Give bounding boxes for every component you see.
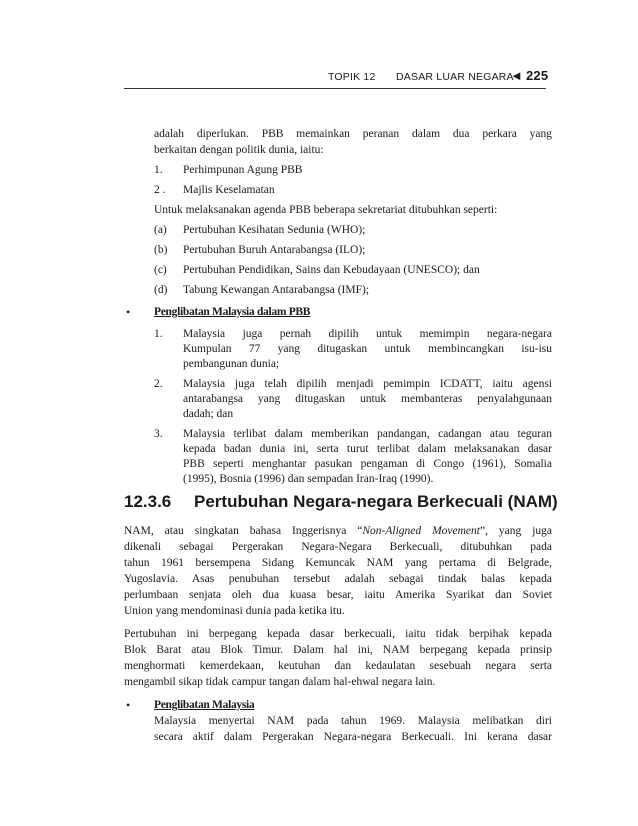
- list-item-line: (1995), Bosnia (1996) dan sempadan Iran-Iraq (1990).: [183, 473, 434, 485]
- list-letter: (b): [154, 244, 168, 256]
- emphasis: Non-Aligned Movement: [362, 525, 480, 537]
- list-item-line: antarabangsa yang ditugaskan untuk membanteras penyalahgunaan: [183, 393, 552, 405]
- paragraph-line: Union yang mendominasi dunia pada ketika itu.: [124, 605, 345, 617]
- paragraph-line: Pertubuhan ini berpegang kepada dasar berkecuali, iaitu tidak berpihak kepada: [124, 628, 552, 640]
- paragraph-line: mengambil sikap tidak campur tangan dalam hal-ehwal negara lain.: [124, 676, 436, 688]
- list-item-line: Kumpulan 77 yang ditugaskan untuk membincangkan isu-isu: [183, 343, 552, 355]
- paragraph-line: NAM, atau singkatan bahasa Inggerisnya “Non-Aligned Movement”, yang juga: [124, 525, 552, 537]
- header-arrow-icon: ◄: [510, 68, 524, 83]
- section-title: Pertubuhan Negara-negara Berkecuali (NAM): [194, 492, 558, 511]
- header-rule: [124, 88, 546, 89]
- list-letter: (a): [154, 224, 167, 236]
- intro-line: adalah diperlukan. PBB memainkan peranan dalam dua perkara yang: [154, 128, 552, 140]
- section-number: 12.3.6: [124, 492, 172, 511]
- list-item-line: Malaysia terlibat dalam memberikan pandangan, cadangan atau teguran: [183, 428, 552, 440]
- section-heading: [124, 492, 558, 514]
- list-letter: (d): [154, 284, 168, 296]
- agenda-intro: Untuk melaksanakan agenda PBB beberapa sekretariat ditubuhkan seperti:: [154, 204, 498, 216]
- header-chapter: DASAR LUAR NEGARA: [396, 71, 514, 83]
- list-item: Majlis Keselamatan: [183, 184, 275, 196]
- page-number: 225: [526, 68, 549, 83]
- list-item: Pertubuhan Buruh Antarabangsa (ILO);: [183, 244, 366, 256]
- paragraph-line: dikenali sebagai Pergerakan Negara-Negara Berkecuali, ditubuhkan pada: [124, 541, 552, 553]
- list-letter: (c): [154, 264, 167, 276]
- list-item: Pertubuhan Pendidikan, Sains dan Kebudayaan (UNESCO); dan: [183, 264, 480, 276]
- paragraph-line: menghormati kemerdekaan, keutuhan dan kedaulatan sesebuah negara serta: [124, 660, 552, 672]
- intro-line: berkaitan dengan politik dunia, iaitu:: [154, 144, 324, 156]
- list-number: 2 .: [154, 184, 166, 196]
- list-item: Tabung Kewangan Antarabangsa (IMF);: [183, 284, 370, 296]
- list-number: 1.: [154, 328, 163, 340]
- list-item-line: pembangunan dunia;: [183, 358, 280, 370]
- list-item-line: dadah; dan: [183, 408, 234, 420]
- page-header: [124, 68, 549, 84]
- list-item: Pertubuhan Kesihatan Sedunia (WHO);: [183, 224, 366, 236]
- list-number: 1.: [154, 164, 163, 176]
- bullet-icon: •: [126, 698, 131, 712]
- list-item: Perhimpunan Agung PBB: [183, 164, 303, 176]
- paragraph-line: Blok Barat atau Blok Timur. Dalam hal ini, NAM berpegang kepada prinsip: [124, 644, 552, 656]
- list-item-line: Malaysia juga telah dipilih menjadi pemimpin ICDATT, iaitu agensi: [183, 378, 552, 390]
- bullet-heading: Penglibatan Malaysia dalam PBB: [154, 306, 311, 318]
- bullet-heading: Penglibatan Malaysia: [154, 699, 255, 711]
- header-topic: TOPIK 12: [328, 71, 376, 83]
- paragraph-line: Malaysia menyertai NAM pada tahun 1969. Malaysia melibatkan diri: [154, 715, 552, 727]
- list-number: 3.: [154, 428, 163, 440]
- paragraph-line: Yugoslavia. Asas penubuhan tersebut adalah sebagai tindak balas kepada: [124, 573, 552, 585]
- list-item-line: Malaysia juga pernah dipilih untuk memimpin negara-negara: [183, 328, 552, 340]
- bullet-icon: •: [126, 305, 131, 319]
- paragraph-line: perlumbaan senjata oleh dua kuasa besar, iaitu Amerika Syarikat dan Soviet: [124, 589, 552, 601]
- list-item-line: PBB seperti menghantar pasukan pengaman di Congo (1961), Somalia: [183, 458, 552, 470]
- list-item-line: kepada badan dunia ini, serta turut terlibat dalam melaksanakan dasar: [183, 443, 552, 455]
- paragraph-line: secara aktif dalam Pergerakan Negara-negara Berkecuali. Ini kerana dasar: [154, 731, 552, 743]
- paragraph-line: tahun 1961 bersempena Sidang Kemuncak NAM yang pertama di Belgrade,: [124, 557, 552, 569]
- list-number: 2.: [154, 378, 163, 390]
